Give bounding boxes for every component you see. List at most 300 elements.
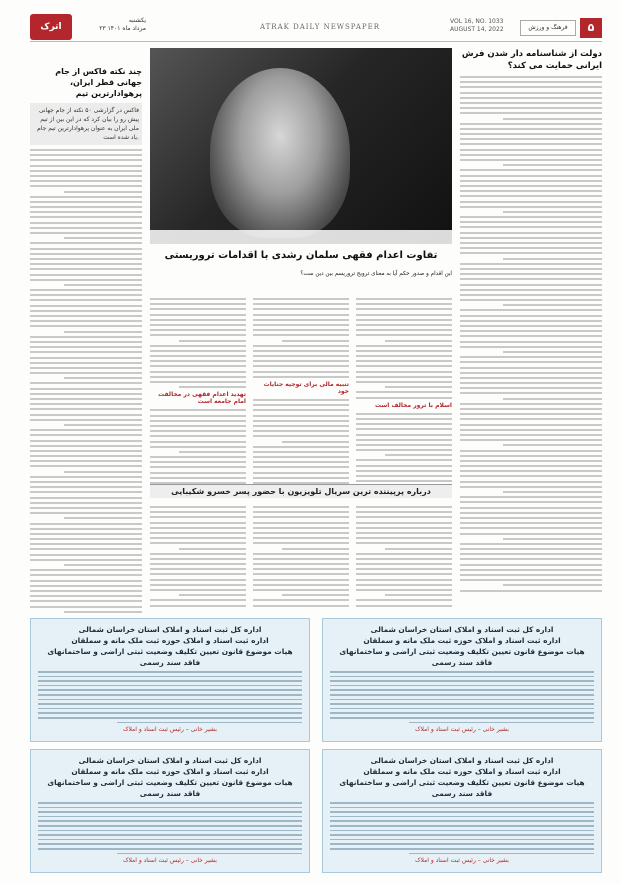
column-text xyxy=(150,409,246,489)
text-line xyxy=(460,232,602,234)
text-line xyxy=(64,284,142,286)
text-line xyxy=(460,527,602,529)
text-line xyxy=(30,388,142,390)
text-line xyxy=(503,398,602,400)
text-line xyxy=(253,430,349,432)
text-line xyxy=(38,680,302,682)
text-line xyxy=(150,532,246,534)
text-line xyxy=(30,398,142,400)
text-line xyxy=(64,331,142,333)
text-line xyxy=(30,445,142,447)
text-line xyxy=(356,365,452,367)
text-line xyxy=(330,680,594,682)
text-line xyxy=(460,237,602,239)
text-line xyxy=(38,825,302,827)
text-line xyxy=(330,843,594,845)
text-line xyxy=(356,579,452,581)
text-line xyxy=(253,477,349,479)
text-line xyxy=(117,853,302,855)
notice-body xyxy=(330,802,594,854)
text-line xyxy=(30,253,142,255)
text-line xyxy=(253,371,349,373)
newspaper-name: ATRAK DAILY NEWSPAPER xyxy=(259,23,381,31)
text-line xyxy=(356,324,452,326)
text-line xyxy=(253,360,349,362)
text-line xyxy=(30,538,142,540)
text-line xyxy=(356,470,452,472)
text-line xyxy=(330,807,594,809)
text-line xyxy=(30,486,142,488)
text-line xyxy=(30,528,142,530)
text-line xyxy=(460,413,602,415)
text-line xyxy=(356,397,452,399)
subhead-financial: تنبیه مالی برای توجیه جنایات خود xyxy=(263,381,349,395)
text-line xyxy=(356,371,452,373)
text-line xyxy=(38,689,302,691)
text-line xyxy=(356,308,452,310)
text-line xyxy=(30,476,142,478)
text-line xyxy=(253,532,349,534)
text-line xyxy=(460,86,602,88)
text-line xyxy=(253,511,349,513)
text-line xyxy=(30,595,142,597)
text-line xyxy=(179,340,246,342)
text-line xyxy=(30,159,142,161)
column-text xyxy=(356,413,452,482)
text-line xyxy=(64,377,142,379)
text-line xyxy=(356,459,452,461)
text-line xyxy=(150,558,246,560)
text-line xyxy=(150,355,246,357)
text-line xyxy=(150,350,246,352)
text-line xyxy=(38,834,302,836)
text-line xyxy=(330,811,594,813)
text-line xyxy=(460,159,602,161)
text-line xyxy=(460,76,602,78)
text-line xyxy=(150,522,246,524)
text-line xyxy=(356,522,452,524)
text-line xyxy=(356,542,452,544)
text-line xyxy=(253,350,349,352)
weekday: یکشنبه xyxy=(128,17,146,24)
text-line xyxy=(356,558,452,560)
text-line xyxy=(460,112,602,114)
text-line xyxy=(253,522,349,524)
text-line xyxy=(253,456,349,458)
text-line xyxy=(30,491,142,493)
text-line xyxy=(460,512,602,514)
text-line xyxy=(330,671,594,673)
text-line xyxy=(503,211,602,213)
text-line xyxy=(356,355,452,357)
text-line xyxy=(460,346,602,348)
text-line xyxy=(30,341,142,343)
notice-heading: هیات موضوع قانون تعیین تکلیف وضعیت ثبتی اراضی و ساختمانهای فاقد سند رسمی xyxy=(339,647,585,667)
text-line xyxy=(460,439,602,441)
text-line xyxy=(460,382,602,384)
subhead-execution: تهدید اعدام فقهی در مخالفت امام جامعه است xyxy=(158,391,246,406)
text-line xyxy=(503,258,602,260)
text-line xyxy=(460,154,602,156)
text-line xyxy=(356,589,452,591)
text-line xyxy=(253,506,349,508)
text-line xyxy=(150,461,246,463)
text-line xyxy=(385,340,452,342)
text-line xyxy=(64,424,142,426)
notice-title: اداره کل ثبت اسناد و املاک استان خراسان شمالی xyxy=(370,625,554,634)
text-line xyxy=(150,314,246,316)
column-text xyxy=(150,506,246,607)
text-line xyxy=(30,600,142,602)
text-line xyxy=(150,425,246,427)
text-line xyxy=(150,430,246,432)
text-line xyxy=(38,712,302,714)
secondary-column-right xyxy=(356,502,452,614)
text-line xyxy=(503,491,602,493)
text-line xyxy=(253,376,349,378)
text-line xyxy=(30,414,142,416)
text-line xyxy=(64,471,142,473)
text-line xyxy=(356,350,452,352)
text-line xyxy=(356,573,452,575)
text-line xyxy=(356,584,452,586)
text-line xyxy=(30,305,142,307)
text-line xyxy=(30,362,142,364)
text-line xyxy=(460,403,602,405)
text-line xyxy=(330,708,594,710)
text-line xyxy=(356,444,452,446)
text-line xyxy=(385,454,452,456)
text-line xyxy=(356,391,452,393)
portrait-image xyxy=(210,68,350,238)
text-line xyxy=(460,408,602,410)
legal-notice xyxy=(322,749,602,873)
text-line xyxy=(460,356,602,358)
text-line xyxy=(409,722,594,724)
text-line xyxy=(460,465,602,467)
text-line xyxy=(460,226,602,228)
text-line xyxy=(356,475,452,477)
text-line xyxy=(30,232,142,234)
text-line xyxy=(356,532,452,534)
text-line xyxy=(356,605,452,607)
text-line xyxy=(30,310,142,312)
legal-notice xyxy=(30,618,310,742)
text-line xyxy=(356,334,452,336)
gregorian-date: AUGUST 14, 2022 xyxy=(450,26,504,33)
newspaper-logo: اترک xyxy=(30,14,72,40)
text-line xyxy=(330,820,594,822)
text-line xyxy=(356,553,452,555)
text-line xyxy=(460,169,602,171)
volume-info xyxy=(450,18,530,34)
text-line xyxy=(253,420,349,422)
text-line xyxy=(330,816,594,818)
text-line xyxy=(253,537,349,539)
text-line xyxy=(150,573,246,575)
right-article-headline: دولت از شناسنامه دار شدن فرش ایرانی حمایت می کند؟ xyxy=(461,49,602,71)
text-line xyxy=(38,830,302,832)
text-line xyxy=(64,564,142,566)
text-line xyxy=(38,848,302,850)
text-line xyxy=(460,221,602,223)
text-line xyxy=(30,170,142,172)
notice-title: اداره کل ثبت اسناد و املاک استان خراسان شمالی xyxy=(78,756,262,765)
text-line xyxy=(38,671,302,673)
page-header xyxy=(30,14,602,42)
text-line xyxy=(64,237,142,239)
text-line xyxy=(253,329,349,331)
text-line xyxy=(356,319,452,321)
text-line xyxy=(460,579,602,581)
text-line xyxy=(356,465,452,467)
text-line xyxy=(460,392,602,394)
text-line xyxy=(38,703,302,705)
text-line xyxy=(38,816,302,818)
text-line xyxy=(30,222,142,224)
text-line xyxy=(30,554,142,556)
text-line xyxy=(356,449,452,451)
text-line xyxy=(282,340,349,342)
notice-heading: هیات موضوع قانون تعیین تکلیف وضعیت ثبتی اراضی و ساختمانهای فاقد سند رسمی xyxy=(47,647,293,667)
text-line xyxy=(330,848,594,850)
text-line xyxy=(460,309,602,311)
text-line xyxy=(356,563,452,565)
text-line xyxy=(356,568,452,570)
text-line xyxy=(150,381,246,383)
notice-body xyxy=(38,671,302,723)
text-line xyxy=(253,446,349,448)
text-line xyxy=(503,304,602,306)
text-line xyxy=(30,569,142,571)
text-line xyxy=(30,263,142,265)
text-line xyxy=(356,298,452,300)
text-line xyxy=(30,606,142,608)
text-line xyxy=(253,308,349,310)
text-line xyxy=(253,298,349,300)
text-line xyxy=(356,329,452,331)
notice-body xyxy=(330,671,594,723)
text-line xyxy=(38,685,302,687)
text-line xyxy=(460,128,602,130)
text-line xyxy=(460,175,602,177)
text-line xyxy=(460,315,602,317)
text-line xyxy=(253,399,349,401)
text-line xyxy=(30,346,142,348)
issue-date xyxy=(76,17,146,33)
text-line xyxy=(30,590,142,592)
notice-subtitle: اداره ثبت اسناد و املاک حوزه ثبت ملک مانه و سملقان xyxy=(363,767,561,776)
text-line xyxy=(460,201,602,203)
text-line xyxy=(30,382,142,384)
text-line xyxy=(460,522,602,524)
text-line xyxy=(30,175,142,177)
text-line xyxy=(253,355,349,357)
text-line xyxy=(150,589,246,591)
column-text xyxy=(356,506,452,607)
text-line xyxy=(460,242,602,244)
text-line xyxy=(460,195,602,197)
secondary-column-middle xyxy=(253,502,349,614)
text-line xyxy=(330,717,594,719)
text-line xyxy=(30,367,142,369)
text-line xyxy=(150,319,246,321)
notice-title: اداره کل ثبت اسناد و املاک استان خراسان شمالی xyxy=(78,625,262,634)
text-line xyxy=(38,839,302,841)
text-line xyxy=(30,372,142,374)
secondary-headline: درباره پرپیننده ترین سریال تلویزیون با حضور پسر خسرو شکیبایی xyxy=(150,484,452,498)
text-line xyxy=(253,599,349,601)
text-line xyxy=(460,102,602,104)
text-line xyxy=(38,802,302,804)
text-line xyxy=(30,242,142,244)
legal-notice xyxy=(30,749,310,873)
text-line xyxy=(30,216,142,218)
text-line xyxy=(253,345,349,347)
notice-body xyxy=(38,802,302,854)
text-line xyxy=(150,568,246,570)
text-line xyxy=(150,420,246,422)
text-line xyxy=(460,278,602,280)
text-line xyxy=(253,527,349,529)
text-line xyxy=(460,330,602,332)
text-line xyxy=(30,206,142,208)
text-line xyxy=(150,472,246,474)
text-line xyxy=(330,834,594,836)
text-line xyxy=(30,201,142,203)
text-line xyxy=(30,533,142,535)
main-lead: این اقدام و صدور حکم آیا به معنای ترویج تروریسم بین دین ست؟ xyxy=(300,271,452,277)
text-line xyxy=(356,428,452,430)
left-column-article xyxy=(30,48,142,614)
persian-date: ۲۳ مرداد ماه ۱۴۰۱ xyxy=(99,25,146,32)
text-line xyxy=(150,506,246,508)
text-line xyxy=(503,351,602,353)
text-line xyxy=(460,252,602,254)
text-line xyxy=(150,365,246,367)
text-line xyxy=(356,360,452,362)
text-line xyxy=(460,481,602,483)
text-line xyxy=(460,486,602,488)
text-line xyxy=(30,294,142,296)
column-text xyxy=(356,298,452,399)
notice-signature: بشیر خانی – رئیس ثبت اسناد و املاک xyxy=(415,726,509,734)
text-line xyxy=(30,299,142,301)
text-line xyxy=(503,538,602,540)
text-line xyxy=(460,470,602,472)
text-line xyxy=(38,717,302,719)
text-line xyxy=(150,376,246,378)
text-line xyxy=(253,303,349,305)
text-line xyxy=(30,460,142,462)
text-line xyxy=(460,590,602,592)
text-line xyxy=(150,553,246,555)
text-line xyxy=(150,334,246,336)
text-line xyxy=(356,506,452,508)
text-line xyxy=(503,584,602,586)
text-line xyxy=(30,450,142,452)
text-line xyxy=(30,507,142,509)
text-line xyxy=(38,708,302,710)
text-line xyxy=(253,334,349,336)
main-headline: تفاوت اعدام فقهی سلمان رشدی با اقدامات تروریستی xyxy=(164,250,438,261)
text-line xyxy=(30,455,142,457)
text-line xyxy=(330,685,594,687)
text-line xyxy=(30,559,142,561)
text-line xyxy=(460,424,602,426)
text-line xyxy=(150,477,246,479)
text-line xyxy=(38,820,302,822)
text-line xyxy=(253,542,349,544)
text-line xyxy=(356,439,452,441)
text-line xyxy=(30,497,142,499)
text-line xyxy=(330,689,594,691)
text-line xyxy=(356,418,452,420)
text-line xyxy=(30,268,142,270)
text-line xyxy=(460,558,602,560)
text-line xyxy=(356,303,452,305)
text-line xyxy=(460,216,602,218)
text-line xyxy=(460,143,602,145)
text-line xyxy=(282,548,349,550)
text-line xyxy=(150,446,246,448)
subhead-islam: اسلام با ترور مخالف است xyxy=(375,401,452,409)
column-text xyxy=(253,399,349,489)
text-line xyxy=(150,345,246,347)
text-line xyxy=(253,558,349,560)
text-line xyxy=(282,441,349,443)
notice-heading: هیات موضوع قانون تعیین تکلیف وضعیت ثبتی اراضی و ساختمانهای فاقد سند رسمی xyxy=(47,778,293,798)
text-line xyxy=(460,361,602,363)
text-line xyxy=(409,853,594,855)
text-line xyxy=(253,324,349,326)
text-line xyxy=(30,481,142,483)
text-line xyxy=(460,372,602,374)
legal-notice xyxy=(322,618,602,742)
text-line xyxy=(30,465,142,467)
text-line xyxy=(38,694,302,696)
text-line xyxy=(150,360,246,362)
notice-signature: بشیر خانی – رئیس ثبت اسناد و املاک xyxy=(415,857,509,865)
text-line xyxy=(30,502,142,504)
text-line xyxy=(150,579,246,581)
text-line xyxy=(356,480,452,482)
text-line xyxy=(356,527,452,529)
text-line xyxy=(460,543,602,545)
main-column-right xyxy=(356,294,452,484)
text-line xyxy=(460,190,602,192)
text-line xyxy=(356,537,452,539)
text-line xyxy=(253,563,349,565)
text-line xyxy=(253,472,349,474)
text-line xyxy=(330,699,594,701)
text-line xyxy=(460,496,602,498)
text-line xyxy=(253,553,349,555)
text-line xyxy=(282,594,349,596)
text-line xyxy=(253,409,349,411)
notice-signature: بشیر خانی – رئیس ثبت اسناد و املاک xyxy=(123,726,217,734)
text-line xyxy=(150,511,246,513)
text-line xyxy=(30,196,142,198)
text-line xyxy=(30,408,142,410)
secondary-article-columns xyxy=(150,502,452,614)
text-line xyxy=(460,367,602,369)
text-line xyxy=(64,517,142,519)
text-line xyxy=(460,455,602,457)
main-article-columns xyxy=(150,294,452,484)
text-line xyxy=(150,415,246,417)
main-column-middle xyxy=(253,294,349,484)
